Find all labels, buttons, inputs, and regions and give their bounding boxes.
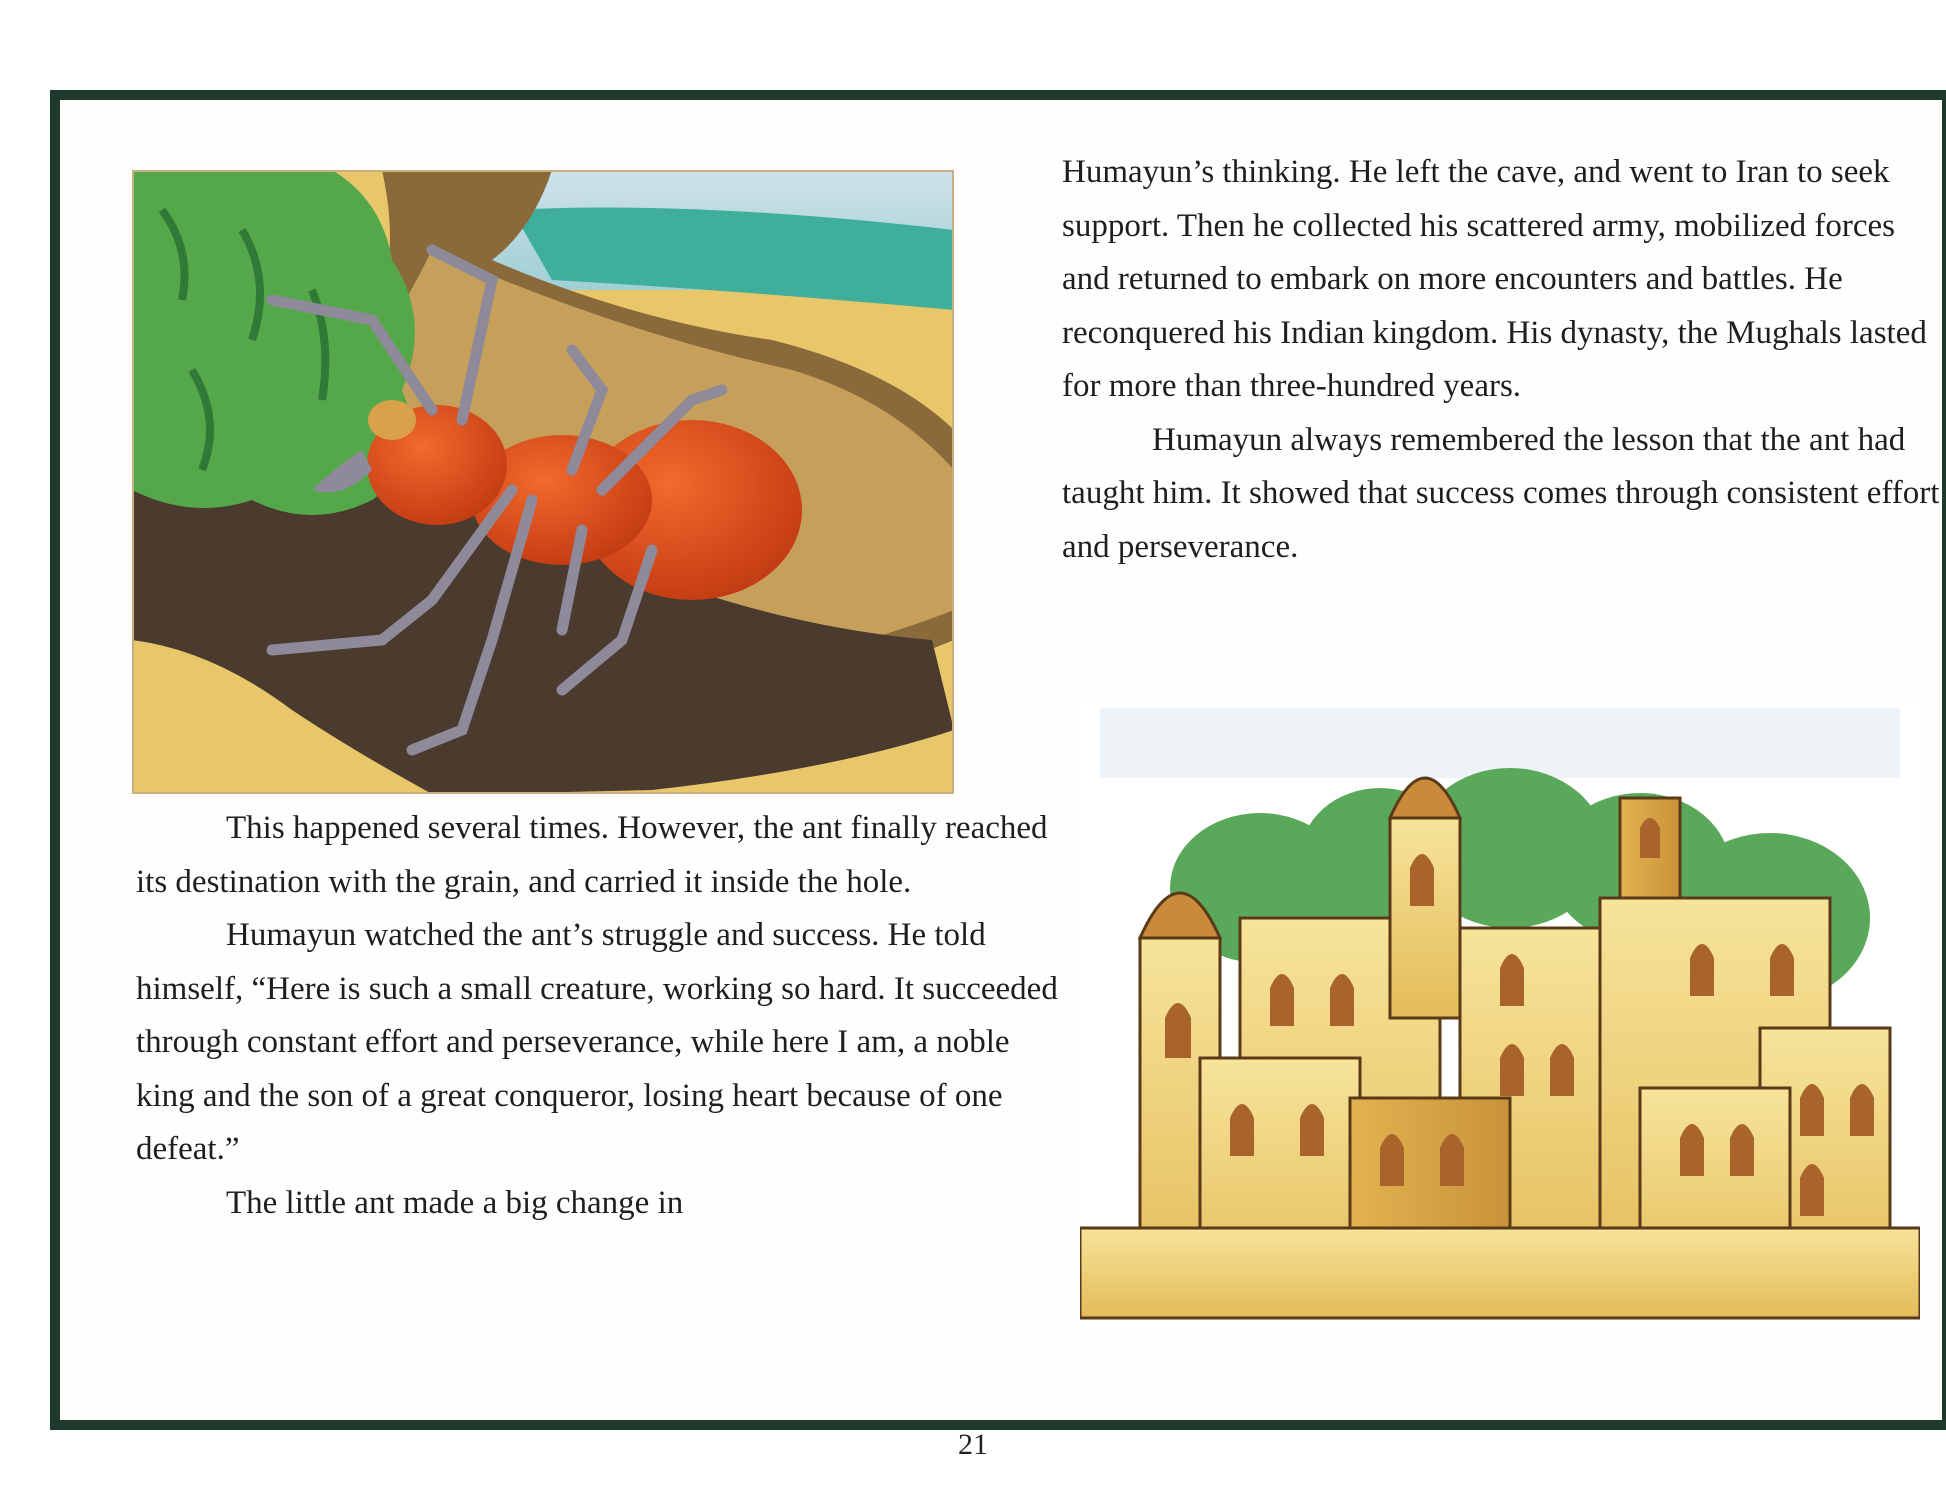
page-number: 21: [958, 1428, 988, 1461]
ant-illustration: [132, 170, 954, 794]
paragraph: Humayun always remembered the lesson that the ant had taught him. It showed that success comes through consistent effort and perseverance.: [1062, 421, 1940, 565]
left-column-text: [136, 802, 1066, 1230]
paragraph: Humayun’s thinking. He left the cave, and went to Iran to seek support. Then he collected his scattered army, mobilized forces and returned to embark on more encounters and battles. He reconquered his Indian kingdom. His dynasty, the Mughals lasted for more than three-hundred years.: [1062, 154, 1927, 404]
right-column-text: [1062, 146, 1942, 574]
paragraph: Humayun watched the ant’s struggle and success. He told himself, “Here is such a small creature, working so hard. It succeeded through constant effort and perseverance, while here I am, a noble king and the son of a great conqueror, losing heart because of one defeat.”: [136, 917, 1058, 1167]
page-frame: [50, 90, 1946, 1430]
paragraph: The little ant made a big change in: [226, 1184, 684, 1221]
paragraph: This happened several times. However, the ant finally reached its destination with the grain, and carried it inside the hole.: [136, 810, 1048, 900]
palace-illustration: [1080, 698, 1920, 1328]
